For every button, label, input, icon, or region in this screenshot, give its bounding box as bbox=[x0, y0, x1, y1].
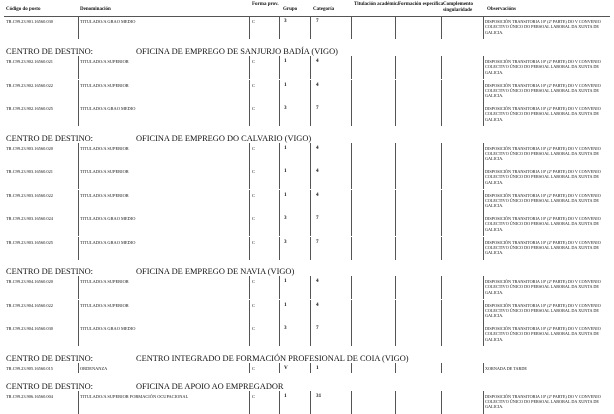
column-divider bbox=[483, 276, 484, 299]
column-divider bbox=[249, 213, 250, 236]
column-divider bbox=[395, 300, 396, 323]
column-divider bbox=[351, 213, 352, 236]
column-divider bbox=[351, 391, 352, 414]
group: 1 bbox=[284, 301, 287, 308]
position-denomination: TITULADO/A SUPERIOR bbox=[80, 302, 129, 308]
provision-form: C bbox=[252, 19, 255, 24]
category: 7 bbox=[316, 18, 319, 24]
provision-form: C bbox=[252, 106, 255, 111]
group: V bbox=[284, 364, 288, 371]
position-denomination: TITULADO/A SUPERIOR bbox=[80, 82, 129, 88]
column-divider bbox=[78, 80, 79, 103]
destination-center-label: CENTRO DE DESTINO: bbox=[6, 381, 94, 391]
observations: DISPOSICIÓN TRANSITORIA 10ª (2ª PARTE) DO V CONVENIO COLECTIVO ÚNICO DO PERSOAL LABORAL DA XUNTA DE GALICIA. bbox=[485, 169, 601, 185]
observations: DISPOSICIÓN TRANSITORIA 10ª (2ª PARTE) DO V CONVENIO COLECTIVO ÚNICO DO PERSOAL LABORAL DA XUNTA DE GALICIA. bbox=[485, 302, 601, 319]
position-code: TR.C99.23.905.16560.015 bbox=[6, 365, 53, 371]
header-rule bbox=[4, 16, 610, 17]
column-divider bbox=[351, 103, 352, 126]
observations: XORNADA DE TARDE bbox=[485, 365, 527, 371]
column-divider bbox=[279, 323, 280, 346]
column-divider bbox=[249, 16, 250, 39]
column-divider bbox=[310, 190, 311, 213]
category: 31 bbox=[316, 392, 322, 399]
column-divider bbox=[279, 190, 280, 213]
group: 1 bbox=[284, 168, 287, 174]
column-divider bbox=[351, 80, 352, 103]
column-divider bbox=[441, 166, 442, 189]
column-divider bbox=[78, 166, 79, 189]
provision-form: C bbox=[252, 169, 255, 174]
position-denomination: TITULADO/A GRAO MEDIO bbox=[80, 106, 136, 111]
position-code: TR.C99.23.904.16560.030 bbox=[6, 326, 53, 331]
column-divider bbox=[78, 276, 79, 299]
column-divider bbox=[395, 237, 396, 260]
column-divider bbox=[483, 166, 484, 189]
column-divider bbox=[78, 56, 79, 79]
column-divider bbox=[351, 363, 352, 373]
column-divider bbox=[395, 323, 396, 346]
column-divider bbox=[249, 391, 250, 414]
position-code: TR.C99.23.903.16560.022 bbox=[6, 192, 53, 198]
position-denomination: TITULADO/A SUPERIOR bbox=[80, 59, 129, 64]
group: 3 bbox=[284, 18, 287, 24]
column-header-observacions: Observacións bbox=[487, 7, 516, 12]
column-divider bbox=[310, 213, 311, 236]
column-header-complemento: Complemento singularidade bbox=[443, 2, 473, 13]
column-divider bbox=[279, 363, 280, 373]
group: 1 bbox=[284, 81, 287, 88]
destination-center-label: CENTRO DE DESTINO: bbox=[6, 353, 94, 363]
destination-center-name: OFICINA DE EMPREGO DO CALVARIO (VIGO) bbox=[136, 133, 312, 143]
column-header-formacion: Formación específica bbox=[398, 2, 444, 7]
column-divider bbox=[310, 143, 311, 166]
column-divider bbox=[78, 103, 79, 126]
destination-center-heading bbox=[6, 382, 284, 391]
observations: DISPOSICIÓN TRANSITORIA 10ª (2ª PARTE) DO V CONVENIO COLECTIVO ÚNICO DO PERSOAL LABORAL DA XUNTA DE GALICIA. bbox=[485, 279, 601, 295]
column-header-codigo: Código do posto bbox=[6, 7, 41, 12]
column-divider bbox=[441, 56, 442, 79]
observations: DISPOSICIÓN TRANSITORIA 10ª (2ª PARTE) DO V CONVENIO COLECTIVO ÚNICO DO PERSOAL LABORAL DA XUNTA DE GALICIA. bbox=[485, 145, 601, 162]
column-divider bbox=[483, 56, 484, 79]
provision-form: C bbox=[252, 192, 255, 198]
column-divider bbox=[310, 16, 311, 39]
observations: DISPOSICIÓN TRANSITORIA 10ª (2ª PARTE) DO V CONVENIO COLECTIVO ÚNICO DO PERSOAL LABORAL DA XUNTA DE GALICIA. bbox=[485, 393, 601, 410]
category: 4 bbox=[316, 301, 319, 308]
column-divider bbox=[395, 276, 396, 299]
position-denomination: TITULADO/A SUPERIOR bbox=[80, 169, 129, 174]
column-divider bbox=[310, 300, 311, 323]
column-divider bbox=[351, 143, 352, 166]
column-divider bbox=[441, 16, 442, 39]
position-code: TR.C99.23.903.16560.024 bbox=[6, 216, 53, 221]
column-divider bbox=[395, 103, 396, 126]
column-divider bbox=[351, 300, 352, 323]
column-divider bbox=[249, 323, 250, 346]
category: 4 bbox=[316, 191, 319, 198]
provision-form: C bbox=[252, 82, 255, 88]
column-divider bbox=[78, 391, 79, 414]
column-divider bbox=[441, 80, 442, 103]
column-divider bbox=[279, 276, 280, 299]
column-header-grupo: Grupo bbox=[283, 7, 298, 12]
group: 3 bbox=[284, 325, 287, 331]
destination-center-heading bbox=[6, 134, 311, 143]
column-divider bbox=[351, 276, 352, 299]
category: 4 bbox=[316, 144, 319, 151]
column-divider bbox=[395, 166, 396, 189]
column-divider bbox=[441, 213, 442, 236]
column-divider bbox=[395, 213, 396, 236]
column-divider bbox=[483, 237, 484, 260]
position-code: TR.C99.23.902.16560.025 bbox=[6, 106, 53, 111]
column-divider bbox=[441, 276, 442, 299]
column-divider bbox=[78, 213, 79, 236]
column-header-titulacion: Titulación académica bbox=[354, 2, 400, 7]
column-divider bbox=[395, 80, 396, 103]
destination-center-name: OFICINA DE EMPREGO DE NAVIA (VIGO) bbox=[136, 267, 295, 276]
destination-center-heading bbox=[6, 267, 294, 276]
column-divider bbox=[483, 103, 484, 126]
group: 1 bbox=[284, 392, 287, 399]
observations: DISPOSICIÓN TRANSITORIA 10ª (2ª PARTE) DO V CONVENIO COLECTIVO ÚNICO DO PERSOAL LABORAL DA XUNTA DE GALICIA. bbox=[485, 326, 601, 342]
column-divider bbox=[279, 391, 280, 414]
category: 7 bbox=[316, 325, 319, 331]
column-divider bbox=[441, 363, 442, 373]
category: 7 bbox=[316, 215, 319, 221]
column-divider bbox=[279, 80, 280, 103]
position-denomination: TITULADO/A GRAO MEDIO bbox=[80, 19, 136, 24]
group: 3 bbox=[284, 215, 287, 221]
column-header-categoria: Categoría bbox=[313, 7, 335, 12]
destination-center-label: CENTRO DE DESTINO: bbox=[6, 133, 94, 143]
position-denomination: TITULADO/A SUPERIOR bbox=[80, 192, 129, 198]
column-divider bbox=[351, 237, 352, 260]
column-divider bbox=[249, 103, 250, 126]
column-divider bbox=[483, 190, 484, 213]
column-divider bbox=[78, 190, 79, 213]
category: 1 bbox=[316, 364, 319, 371]
column-divider bbox=[310, 103, 311, 126]
column-divider bbox=[441, 300, 442, 323]
column-divider bbox=[441, 323, 442, 346]
observations: DISPOSICIÓN TRANSITORIA 10ª (2ª PARTE) DO V CONVENIO COLECTIVO ÚNICO DO PERSOAL LABORAL DA XUNTA DE GALICIA. bbox=[485, 216, 601, 232]
provision-form: C bbox=[252, 59, 255, 64]
destination-center-label: CENTRO DE DESTINO: bbox=[6, 267, 94, 276]
category: 4 bbox=[316, 278, 319, 284]
observations: DISPOSICIÓN TRANSITORIA 10ª (2ª PARTE) DO V CONVENIO COLECTIVO ÚNICO DO PERSOAL LABORAL DA XUNTA DE GALICIA. bbox=[485, 59, 601, 75]
column-divider bbox=[78, 237, 79, 260]
position-code: TR.C99.23.902.16560.021 bbox=[6, 59, 53, 64]
column-divider bbox=[249, 300, 250, 323]
column-header-forma: Forma prov. bbox=[252, 2, 279, 7]
position-code: TR.C99.23.904.16560.020 bbox=[6, 279, 53, 284]
column-divider bbox=[279, 56, 280, 79]
position-denomination: TITULADO/A SUPERIOR FORMACIÓN OCUPACIONAL bbox=[80, 393, 189, 399]
position-code: TR.C99.23.903.16560.020 bbox=[6, 145, 53, 151]
provision-form: C bbox=[252, 216, 255, 221]
position-denomination: TITULADO/A GRAO MEDIO bbox=[80, 216, 136, 221]
column-divider bbox=[395, 363, 396, 373]
column-divider bbox=[279, 300, 280, 323]
position-denomination: TITULADO/A GRAO MEDIO bbox=[80, 326, 136, 331]
provision-form: C bbox=[252, 239, 255, 245]
destination-center-name: OFICINA DE EMPREGO DE SANJURJO BADÍA (VIGO) bbox=[136, 47, 338, 56]
provision-form: C bbox=[252, 365, 255, 371]
group: 1 bbox=[284, 191, 287, 198]
position-denomination: TITULADO/A GRAO MEDIO bbox=[80, 239, 136, 245]
column-divider bbox=[351, 190, 352, 213]
position-code: TR.C99.23.903.16560.021 bbox=[6, 169, 53, 174]
column-divider bbox=[279, 143, 280, 166]
column-divider bbox=[310, 363, 311, 373]
column-divider bbox=[279, 166, 280, 189]
position-code: TR.C99.23.903.16560.025 bbox=[6, 239, 53, 245]
column-divider bbox=[310, 276, 311, 299]
column-divider bbox=[279, 103, 280, 126]
column-divider bbox=[310, 237, 311, 260]
column-divider bbox=[483, 363, 484, 373]
column-divider bbox=[78, 16, 79, 39]
group: 3 bbox=[284, 238, 287, 245]
column-divider bbox=[483, 300, 484, 323]
provision-form: C bbox=[252, 326, 255, 331]
column-header-denominacion: Denominación bbox=[80, 7, 111, 12]
column-divider bbox=[441, 190, 442, 213]
column-divider bbox=[310, 80, 311, 103]
column-divider bbox=[279, 213, 280, 236]
column-divider bbox=[441, 391, 442, 414]
observations: DISPOSICIÓN TRANSITORIA 10ª (2ª PARTE) DO V CONVENIO COLECTIVO ÚNICO DO PERSOAL LABORAL DA XUNTA DE GALICIA. bbox=[485, 82, 601, 99]
column-divider bbox=[249, 56, 250, 79]
column-divider bbox=[395, 143, 396, 166]
column-divider bbox=[483, 213, 484, 236]
column-divider bbox=[249, 190, 250, 213]
column-divider bbox=[395, 56, 396, 79]
position-denomination: TITULADO/A SUPERIOR bbox=[80, 279, 129, 284]
column-divider bbox=[395, 391, 396, 414]
position-denomination: ORDENANZA bbox=[80, 365, 108, 371]
column-divider bbox=[441, 237, 442, 260]
column-divider bbox=[310, 56, 311, 79]
column-divider bbox=[351, 166, 352, 189]
column-divider bbox=[249, 80, 250, 103]
category: 7 bbox=[316, 238, 319, 245]
observations: DISPOSICIÓN TRANSITORIA 10ª (2ª PARTE) DO V CONVENIO COLECTIVO ÚNICO DO PERSOAL LABORAL DA XUNTA DE GALICIA. bbox=[485, 19, 601, 35]
observations: DISPOSICIÓN TRANSITORIA 10ª (2ª PARTE) DO V CONVENIO COLECTIVO ÚNICO DO PERSOAL LABORAL DA XUNTA DE GALICIA. bbox=[485, 106, 601, 122]
column-divider bbox=[395, 16, 396, 39]
column-divider bbox=[310, 166, 311, 189]
position-code: TR.C99.23.906.16560.004 bbox=[6, 393, 53, 399]
column-divider bbox=[249, 237, 250, 260]
destination-center-label: CENTRO DE DESTINO: bbox=[6, 47, 94, 56]
column-divider bbox=[78, 363, 79, 373]
position-code: TR.C99.23.902.16560.022 bbox=[6, 82, 53, 88]
column-divider bbox=[249, 143, 250, 166]
column-divider bbox=[78, 143, 79, 166]
group: 1 bbox=[284, 144, 287, 151]
column-divider bbox=[351, 323, 352, 346]
column-divider bbox=[441, 143, 442, 166]
column-divider bbox=[279, 16, 280, 39]
category: 4 bbox=[316, 81, 319, 88]
position-code: TR.C99.23.904.16560.022 bbox=[6, 302, 53, 308]
category: 7 bbox=[316, 105, 319, 111]
destination-center-heading bbox=[6, 354, 409, 363]
column-divider bbox=[351, 16, 352, 39]
column-divider bbox=[441, 103, 442, 126]
column-divider bbox=[395, 190, 396, 213]
category: 4 bbox=[316, 58, 319, 64]
observations: DISPOSICIÓN TRANSITORIA 10ª (2ª PARTE) DO V CONVENIO COLECTIVO ÚNICO DO PERSOAL LABORAL DA XUNTA DE GALICIA. bbox=[485, 192, 601, 209]
column-divider bbox=[483, 391, 484, 414]
column-divider bbox=[279, 237, 280, 260]
column-divider bbox=[483, 16, 484, 39]
column-divider bbox=[249, 276, 250, 299]
category: 4 bbox=[316, 168, 319, 174]
column-divider bbox=[310, 323, 311, 346]
provision-form: C bbox=[252, 279, 255, 284]
group: 1 bbox=[284, 58, 287, 64]
position-code: TR.C99.23.901.16560.030 bbox=[6, 19, 53, 24]
destination-center-heading bbox=[6, 47, 338, 56]
provision-form: C bbox=[252, 302, 255, 308]
column-divider bbox=[249, 166, 250, 189]
column-divider bbox=[483, 80, 484, 103]
column-divider bbox=[483, 143, 484, 166]
column-divider bbox=[78, 323, 79, 346]
provision-form: C bbox=[252, 145, 255, 151]
observations: DISPOSICIÓN TRANSITORIA 10ª (2ª PARTE) DO V CONVENIO COLECTIVO ÚNICO DO PERSOAL LABORAL DA XUNTA DE GALICIA. bbox=[485, 239, 601, 256]
column-divider bbox=[249, 363, 250, 373]
destination-center-name: CENTRO INTEGRADO DE FORMACIÓN PROFESIONAL DE COIA (VIGO) bbox=[136, 353, 409, 363]
group: 1 bbox=[284, 278, 287, 284]
provision-form: C bbox=[252, 393, 255, 399]
column-divider bbox=[351, 56, 352, 79]
group: 3 bbox=[284, 105, 287, 111]
column-divider bbox=[483, 323, 484, 346]
column-divider bbox=[78, 300, 79, 323]
destination-center-name: OFICINA DE APOIO AO EMPREGADOR bbox=[136, 381, 284, 391]
column-divider bbox=[310, 391, 311, 414]
position-denomination: TITULADO/A SUPERIOR bbox=[80, 145, 129, 151]
